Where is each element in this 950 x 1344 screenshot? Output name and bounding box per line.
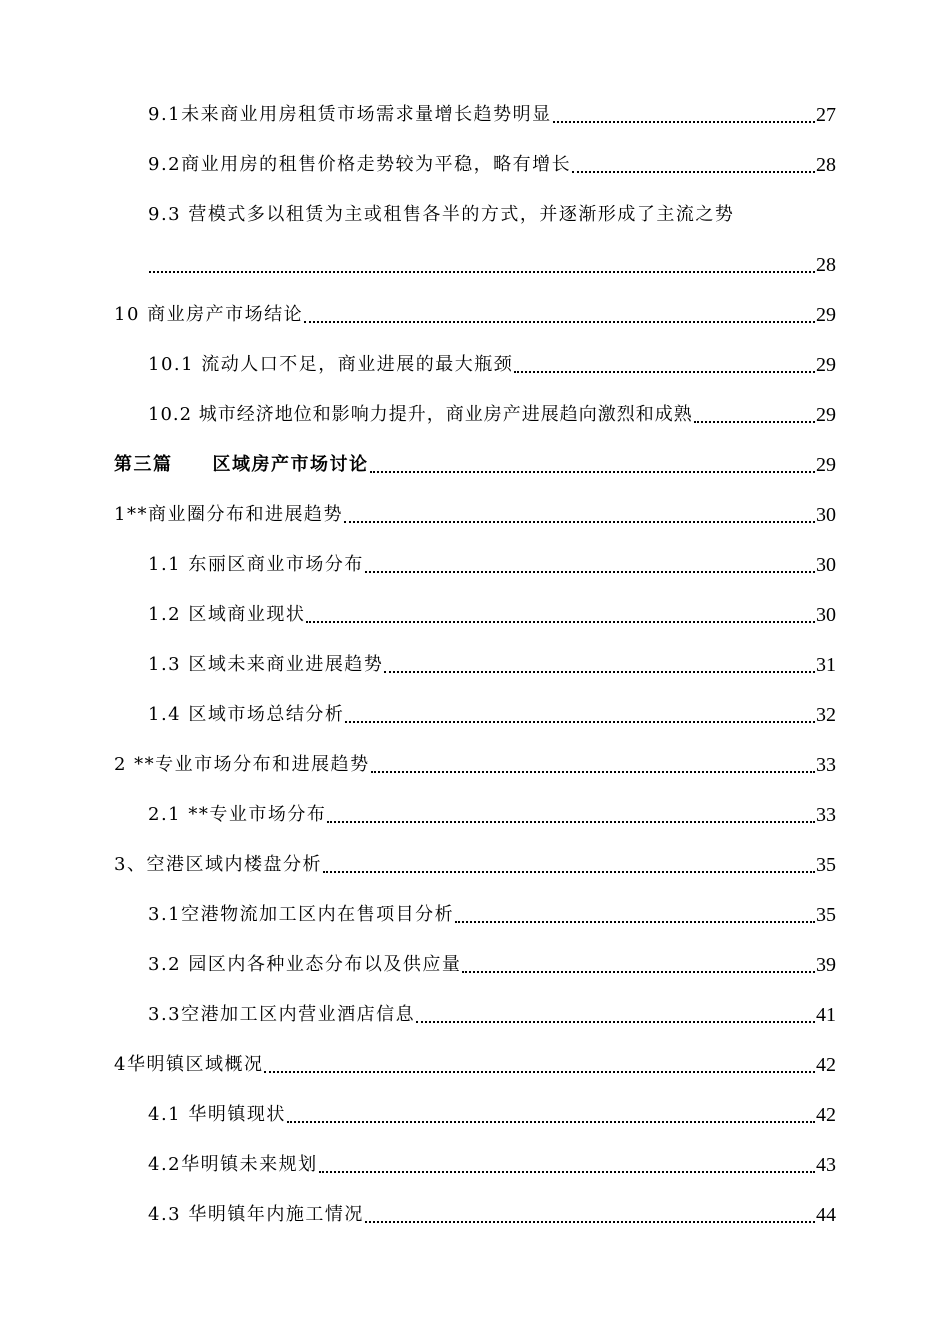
toc-entry-title: 4.1 华明镇现状 xyxy=(148,1104,286,1125)
toc-entry-title: 9.1未来商业用房租赁市场需求量增长趋势明显 xyxy=(148,104,552,125)
toc-entry-title: 1.4 区域市场总结分析 xyxy=(148,704,345,725)
toc-entry-title: 1.3 区域未来商业进展趋势 xyxy=(148,654,384,675)
toc-entry[interactable] xyxy=(0,596,836,626)
toc-page-number: 44 xyxy=(816,1204,836,1226)
toc-entry-title: 10.2 城市经济地位和影响力提升，商业房产进展趋向激烈和成熟 xyxy=(148,404,693,425)
toc-page-number: 39 xyxy=(816,954,836,976)
toc-entry[interactable] xyxy=(0,1146,836,1176)
toc-page-number: 42 xyxy=(816,1054,836,1076)
toc-entry[interactable] xyxy=(0,146,836,176)
toc-page-number: 30 xyxy=(816,554,836,576)
toc-entry[interactable] xyxy=(0,746,836,776)
toc-entry[interactable] xyxy=(0,896,836,926)
toc-page-number: 30 xyxy=(816,604,836,626)
leader-dots xyxy=(553,103,815,123)
toc-page-number: 28 xyxy=(816,154,836,176)
toc-page-number: 33 xyxy=(816,804,836,826)
toc-page-number: 31 xyxy=(816,654,836,676)
toc-entry-title: 2 **专业市场分布和进展趋势 xyxy=(114,754,370,775)
leader-dots xyxy=(323,853,815,873)
toc-entry[interactable] xyxy=(0,196,838,226)
leader-dots xyxy=(572,153,815,173)
leader-dots xyxy=(304,303,815,323)
toc-entry-title: 1.2 区域商业现状 xyxy=(148,604,306,625)
toc-page-number: 42 xyxy=(816,1104,836,1126)
toc-entry-title: 4华明镇区域概况 xyxy=(114,1054,264,1075)
toc-entry-title: 3.3空港加工区内营业酒店信息 xyxy=(148,1004,416,1025)
toc-entry[interactable] xyxy=(0,1096,836,1126)
toc-entry-title: 10.1 流动人口不足，商业进展的最大瓶颈 xyxy=(148,354,514,375)
leader-dots xyxy=(306,603,815,623)
toc-entry[interactable] xyxy=(0,496,836,526)
toc-part-title xyxy=(114,454,369,476)
toc-entry[interactable] xyxy=(0,546,836,576)
toc-page-number: 35 xyxy=(816,904,836,926)
toc-page-number: 29 xyxy=(816,454,836,476)
leader-dots xyxy=(287,1103,815,1123)
toc-page-number: 28 xyxy=(816,254,836,276)
toc-entry-title: 1**商业圈分布和进展趋势 xyxy=(114,504,343,525)
toc-entry-continuation[interactable] xyxy=(0,246,836,276)
leader-dots xyxy=(514,353,815,373)
toc-entry-title: 9.2商业用房的租售价格走势较为平稳，略有增长 xyxy=(148,154,572,175)
leader-dots xyxy=(455,903,815,923)
toc-entry[interactable] xyxy=(0,96,836,126)
leader-dots xyxy=(327,803,815,823)
toc-entry[interactable] xyxy=(0,846,836,876)
toc-entry[interactable] xyxy=(0,1196,836,1226)
leader-dots xyxy=(365,553,815,573)
toc-entry-title: 9.3 营模式多以租赁为主或租售各半的方式，并逐渐形成了主流之势 xyxy=(148,204,735,225)
leader-dots xyxy=(370,453,816,473)
toc-entry[interactable] xyxy=(0,646,836,676)
toc-page-number: 33 xyxy=(816,754,836,776)
toc-entry[interactable] xyxy=(0,346,836,376)
toc-page-number: 29 xyxy=(816,354,836,376)
leader-dots xyxy=(384,653,815,673)
toc-entry-title: 4.3 华明镇年内施工情况 xyxy=(148,1204,364,1225)
toc-page-number: 30 xyxy=(816,504,836,526)
part-name: 区域房产市场讨论 xyxy=(212,454,369,475)
leader-dots xyxy=(371,753,815,773)
toc-entry-title: 10 商业房产市场结论 xyxy=(114,304,304,325)
leader-dots xyxy=(344,503,815,523)
toc-page-number: 35 xyxy=(816,854,836,876)
leader-dots xyxy=(345,703,815,723)
leader-dots xyxy=(264,1053,815,1073)
toc-entry[interactable] xyxy=(0,696,836,726)
leader-dots xyxy=(365,1203,815,1223)
leader-dots xyxy=(319,1153,815,1173)
leader-dots xyxy=(416,1003,815,1023)
toc-entry[interactable] xyxy=(0,296,836,326)
toc-page-number: 27 xyxy=(816,104,836,126)
toc-entry-title: 3.1空港物流加工区内在售项目分析 xyxy=(148,904,455,925)
toc-page-number: 43 xyxy=(816,1154,836,1176)
toc-entry-title: 4.2华明镇未来规划 xyxy=(148,1154,318,1175)
toc-page-number: 29 xyxy=(816,404,836,426)
toc-entry-title: 3、空港区域内楼盘分析 xyxy=(114,854,322,875)
toc-page-number: 41 xyxy=(816,1004,836,1026)
toc-entry-title: 3.2 园区内各种业态分布以及供应量 xyxy=(148,954,462,975)
leader-dots xyxy=(462,953,815,973)
toc-entry[interactable] xyxy=(0,946,836,976)
toc-part-entry[interactable] xyxy=(0,446,836,476)
toc-page-number: 32 xyxy=(816,704,836,726)
leader-dots xyxy=(694,403,815,423)
toc-entry-title: 2.1 **专业市场分布 xyxy=(148,804,327,825)
toc-entry-title: 1.1 东丽区商业市场分布 xyxy=(148,554,364,575)
toc-page-number: 29 xyxy=(816,304,836,326)
toc-entry[interactable] xyxy=(0,796,836,826)
toc-entry[interactable] xyxy=(0,396,836,426)
leader-dots xyxy=(149,253,815,273)
toc-entry[interactable] xyxy=(0,996,836,1026)
part-number: 第三篇 xyxy=(114,454,173,475)
toc-entry[interactable] xyxy=(0,1046,836,1076)
